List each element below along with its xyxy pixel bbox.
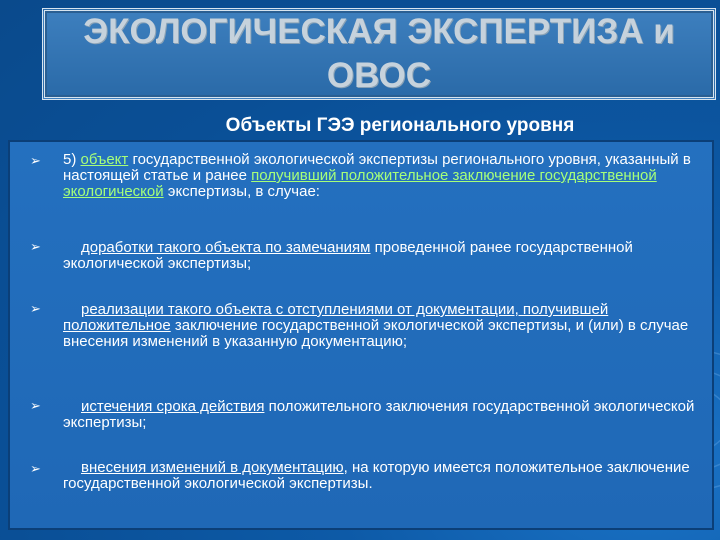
list-item: 5) объект государственной экологической экспертизы регионального уровня, указанный в настоящей статье и ранее получивший положительное заключение государственной экологической экспертизы, в случае: bbox=[63, 151, 691, 200]
slide-title bbox=[42, 10, 716, 98]
slide-subtitle: Объекты ГЭЭ регионального уровня bbox=[225, 115, 575, 136]
arrowhead-bullet-icon: ➢ bbox=[30, 240, 41, 255]
arrowhead-bullet-icon: ➢ bbox=[30, 154, 41, 169]
content-panel bbox=[8, 140, 714, 530]
slide-title-line1: ЭКОЛОГИЧЕСКАЯ ЭКСПЕРТИЗА и bbox=[83, 12, 675, 51]
slide-title-line2: ОВОС bbox=[326, 56, 432, 95]
arrowhead-bullet-icon: ➢ bbox=[30, 302, 41, 317]
arrowhead-bullet-icon: ➢ bbox=[30, 462, 41, 477]
list-item: внесения изменений в документацию, на которую имеется положительное заключение государственной экологической экспертизы. bbox=[63, 459, 690, 492]
list-item: реализации такого объекта с отступлениями от документации, получившей положительное заключение государственной экологической экспертизы, и (или) в случае внесения изменений в указанную документацию; bbox=[63, 301, 689, 350]
list-item: истечения срока действия положительного заключения государственной экологической экспертизы; bbox=[63, 398, 695, 431]
list-item: доработки такого объекта по замечаниям проведенной ранее государственной экологической экспертизы; bbox=[63, 239, 633, 272]
arrowhead-bullet-icon: ➢ bbox=[30, 399, 41, 414]
